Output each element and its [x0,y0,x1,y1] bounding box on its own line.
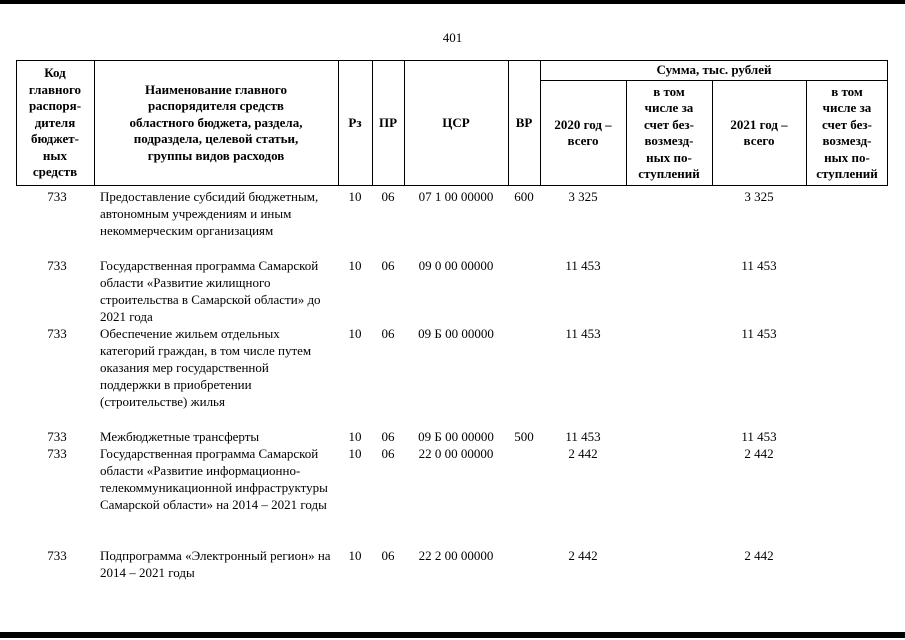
cell-sum-2020: 2 442 [568,446,598,461]
cell-sum-2020: 11 453 [565,429,601,444]
cell-vr: 500 [514,429,534,444]
header-vr: ВР [515,114,533,130]
cell-pr: 06 [381,258,395,273]
header-sum-group: Сумма, тыс. рублей [656,61,772,77]
cell-sum-2021: 2 442 [744,446,774,461]
header-csr: ЦСР [442,114,470,130]
cell-csr: 22 0 00 00000 [418,446,494,461]
cell-name: Предоставление субсидий бюджетным, автономным учреждениям и иным некоммерческим организациям [100,189,319,238]
cell-csr: 09 0 00 00000 [418,258,494,273]
cell-vr: 600 [514,189,534,204]
table-header [16,60,888,186]
cell-name: Государственная программа Самарской области «Развитие жилищного строительства в Самарской области» до 2021 года [100,258,321,324]
cell-sum-2021: 11 453 [741,429,777,444]
header-code: Код главного распоря- дителя бюджет- ных средств [28,65,82,180]
header-name: Наименование главного распорядителя средств областного бюджета, раздела, подраздела, целевой статьи, группы видов расходов [129,81,303,163]
cell-csr: 09 Б 00 00000 [418,326,494,341]
cell-rz: 10 [348,326,362,341]
cell-name: Государственная программа Самарской области «Развитие информационно-телекоммуникационной инфраструктуры Самарской области» на 2014 – 2021 годы [100,446,328,512]
cell-pr: 06 [381,446,395,461]
cell-code: 733 [47,326,67,341]
page-number: 401 [442,30,463,45]
cell-rz: 10 [348,446,362,461]
cell-sum-2021: 11 453 [741,326,777,341]
cell-rz: 10 [348,548,362,563]
cell-sum-2020: 11 453 [565,326,601,341]
cell-code: 733 [47,548,67,563]
cell-name: Подпрограмма «Электронный регион» на 2014 – 2021 годы [100,548,331,580]
cell-code: 733 [47,446,67,461]
cell-pr: 06 [381,189,395,204]
cell-sum-2021: 11 453 [741,258,777,273]
bottom-border [0,632,905,638]
cell-sum-2020: 11 453 [565,258,601,273]
cell-sum-2020: 2 442 [568,548,598,563]
cell-sum-2021: 3 325 [744,189,774,204]
header-2020-incl: в том числе за счет без- возмезд- ных по- ступлений [638,83,700,181]
cell-pr: 06 [381,429,395,444]
cell-code: 733 [47,429,67,444]
cell-pr: 06 [381,548,395,563]
cell-name: Межбюджетные трансферты [100,429,260,444]
cell-csr: 07 1 00 00000 [418,189,494,204]
cell-sum-2020: 3 325 [568,189,598,204]
header-rz: Рз [348,114,362,130]
cell-csr: 22 2 00 00000 [418,548,494,563]
cell-code: 733 [47,189,67,204]
cell-sum-2021: 2 442 [744,548,774,563]
cell-csr: 09 Б 00 00000 [418,429,494,444]
cell-code: 733 [47,258,67,273]
cell-rz: 10 [348,429,362,444]
header-2021-total: 2021 год – всего [730,116,788,148]
header-pr: ПР [378,114,398,130]
top-border [0,0,905,4]
header-2021-incl: в том числе за счет без- возмезд- ных по- ступлений [816,83,878,181]
header-2020-total: 2020 год – всего [554,116,612,148]
cell-rz: 10 [348,258,362,273]
cell-name: Обеспечение жильем отдельных категорий граждан, в том числе путем оказания мер государственной поддержки в приобретении (строительстве) жилья [100,326,312,409]
cell-rz: 10 [348,189,362,204]
cell-pr: 06 [381,326,395,341]
